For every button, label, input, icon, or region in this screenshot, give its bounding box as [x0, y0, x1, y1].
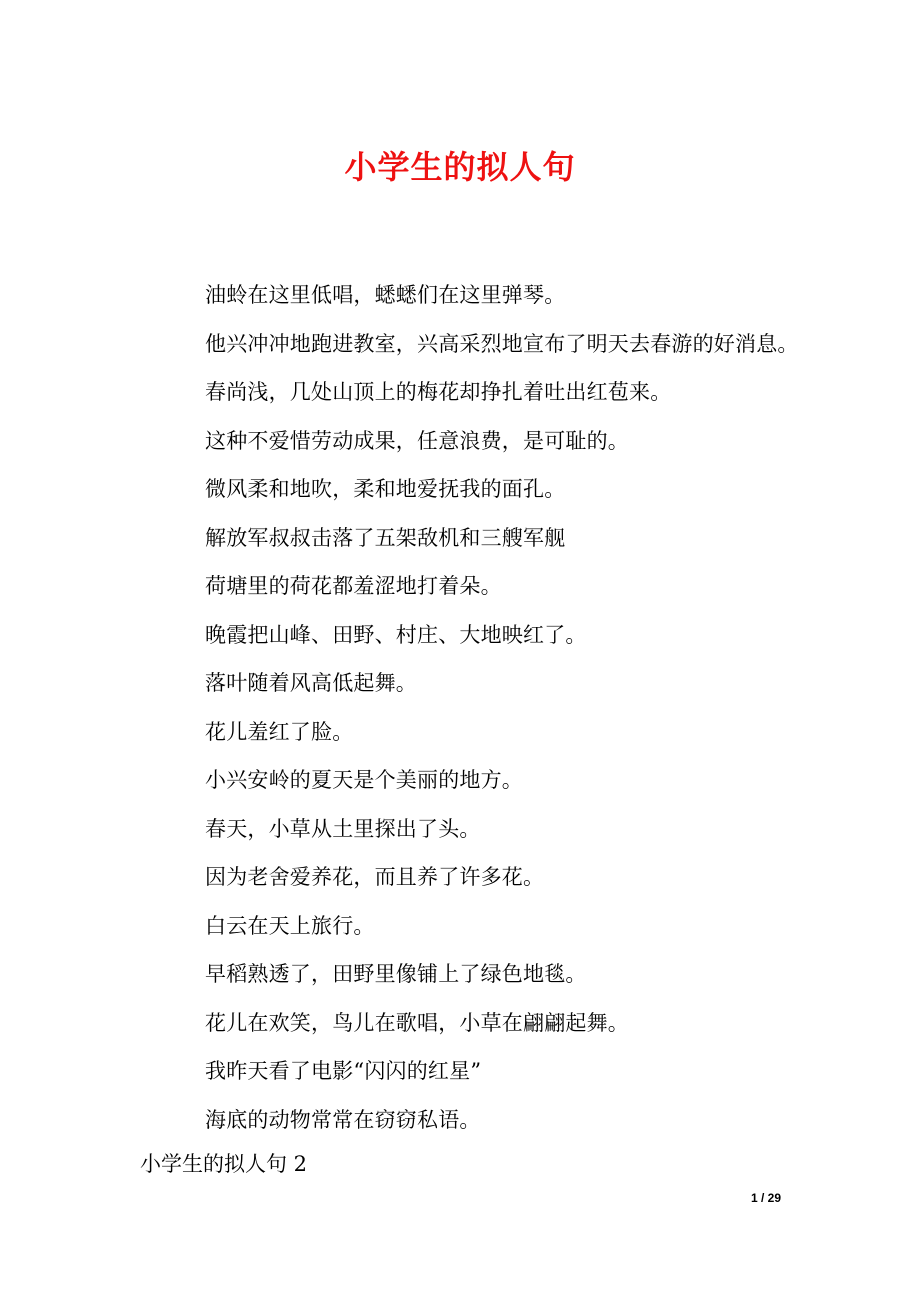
list-item: 花儿在欢笑，鸟儿在歌唱，小草在翩翩起舞。 [205, 1010, 629, 1035]
list-item: 海底的动物常常在窃窃私语。 [205, 1107, 481, 1132]
list-item: 他兴冲冲地跑进教室，兴高采烈地宣布了明天去春游的好消息。 [205, 331, 799, 356]
list-item: 这种不爱惜劳动成果，任意浪费，是可耻的。 [205, 428, 629, 453]
list-item: 花儿羞红了脸。 [205, 719, 354, 744]
list-item: 我昨天看了电影“闪闪的红星” [205, 1059, 482, 1083]
list-item: 早稻熟透了，田野里像铺上了绿色地毯。 [205, 962, 587, 986]
list-item: 微风柔和地吹，柔和地爱抚我的面孔。 [205, 477, 566, 501]
list-item: 荷塘里的荷花都羞涩地打着朵。 [205, 574, 502, 598]
list-item: 春天，小草从土里探出了头。 [205, 816, 481, 841]
list-item: 落叶随着风高低起舞。 [205, 671, 417, 695]
list-item: 解放军叔叔击落了五架敌机和三艘军舰 [205, 525, 566, 550]
list-item: 晚霞把山峰、田野、村庄、大地映红了。 [205, 622, 587, 647]
sentence-list [205, 276, 845, 1149]
list-item: 白云在天上旅行。 [205, 913, 375, 938]
list-item: 因为老舍爱养花，而且养了许多花。 [205, 865, 545, 889]
list-item: 小兴安岭的夏天是个美丽的地方。 [205, 768, 523, 792]
list-item: 春尚浅，几处山顶上的梅花却挣扎着吐出红苞来。 [205, 380, 672, 404]
page-title: 小学生的拟人句 [344, 148, 576, 186]
page-number: 1 / 29 [750, 1191, 781, 1205]
section-heading: 小学生的拟人句 2 [140, 1152, 308, 1176]
list-item: 油蛉在这里低唱，蟋蟋们在这里弹琴。 [205, 283, 566, 307]
